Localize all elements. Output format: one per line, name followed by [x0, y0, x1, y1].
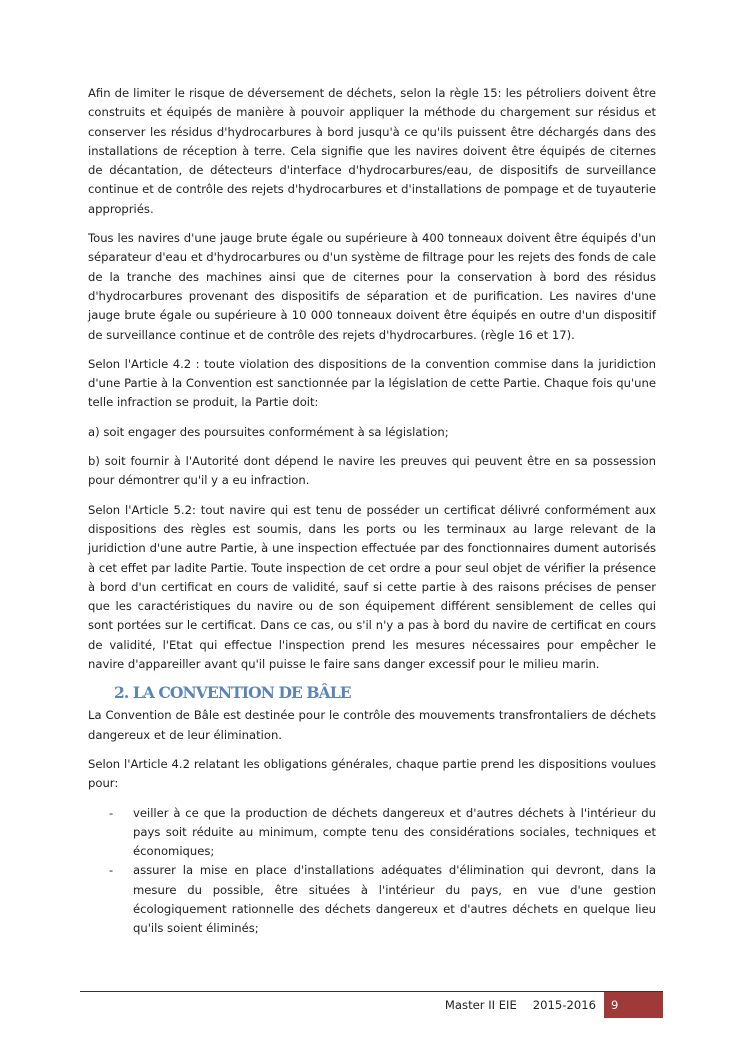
section-heading: 2. LA CONVENTION DE BÂLE	[114, 683, 351, 703]
bullet-dash: -	[109, 863, 114, 878]
footer-years: 2015-2016	[532, 998, 596, 1012]
paragraph-article-5-2: Selon l'Article 5.2: tout navire qui est tenu de posséder un certificat délivré conformément aux dispositions des règles est soumis, dans les ports ou les terminaux au large relevant de la juridiction d'une autre Partie, à une inspection effectuée par des fonctionnaires dument autorisés à cet effet par ladite Partie. Toute inspection de cet ordre a pour seul objet de vérifier la présence à bord d'un certificat en cours de validité, sauf si cette partie à des raisons précises de penser que les caractéristiques du navire ou de son équipement différent sensiblement de celles qui sont portées sur le certificat. Dans ce cas, ou s'il n'y a pas à bord du navire de certificat en cours de validité, l'Etat qui effectue l'inspection prend les mesures nécessaires pour empêcher le navire d'appareiller avant qu'il puisse le faire sans danger excessif pour le milieu marin.	[88, 502, 656, 672]
bullet-dash: -	[109, 805, 114, 820]
paragraph-basel-article-4-2: Selon l'Article 4.2 relatant les obligations générales, chaque partie prend les dispositions voulues pour:	[88, 756, 656, 791]
page-content	[88, 84, 656, 939]
obligations-list	[88, 804, 656, 939]
paragraph-rule-15: Afin de limiter le risque de déversement de déchets, selon la règle 15: les pétroliers doivent être construits et équipés de manière à pouvoir appliquer la méthode du chargement sur résidus et conserver les résidus d'hydrocarbures à bord jusqu'à ce qu'ils puissent être déchargés dans des installations de réception à terre. Cela signifie que les navires doivent être équipés de citernes de décantation, de détecteurs d'interface d'hydrocarbures/eau, de dispositifs de surveillance continue et de contrôle des rejets d'hydrocarbures et d'installations de pompage et de tuyauterie appropriés.	[88, 86, 656, 216]
paragraph-option-b: b) soit fournir à l'Autorité dont dépend le navire les preuves qui peuvent être en sa possession pour démontrer qu'il y a eu infraction.	[88, 454, 656, 488]
paragraph-rules-16-17: Tous les navires d'une jauge brute égale ou supérieure à 400 tonneaux doivent être équipés d'un séparateur d'eau et d'hydrocarbures ou d'un système de filtrage pour les rejets des fonds de cale de la tranche des machines ainsi que de citernes pour la conservation à bord des résidus d'hydrocarbures provenant des dispositifs de séparation et de purification. Les navires d'une jauge brute égale ou supérieure à 10 000 tonneaux doivent être équipés en outre d'un dispositif de surveillance continue et de contrôle des rejets d'hydrocarbures. (règle 16 et 17).	[88, 231, 656, 342]
page-number-badge: 9	[604, 992, 663, 1018]
list-item	[88, 804, 656, 862]
paragraph-option-a: a) soit engager des poursuites conformément à sa législation;	[88, 424, 449, 439]
paragraph-article-4-2: Selon l'Article 4.2 : toute violation des dispositions de la convention commise dans la juridiction d'une Partie à la Convention est sanctionnée par la législation de cette Partie. Chaque fois qu'une telle infraction se produit, la Partie doit:	[88, 356, 656, 410]
list-item-text: assurer la mise en place d'installations adéquates d'élimination qui devront, dans la mesure du possible, être situées à l'intérieur du pays, en vue d'une gestion écologiquement rationnelle des déchets dangereux et d'autres déchets en quelque lieu qu'ils soient éliminés;	[133, 863, 656, 936]
paragraph-basel-intro: La Convention de Bâle est destinée pour le contrôle des mouvements transfrontaliers de déchets dangereux et de leur élimination.	[88, 708, 656, 742]
footer-program: Master II EIE	[444, 998, 517, 1012]
footer-divider	[80, 991, 663, 992]
list-item-text: veiller à ce que la production de déchets dangereux et d'autres déchets à l'intérieur du pays soit réduite au minimum, compte tenu des considérations sociales, techniques et économiques;	[133, 805, 656, 859]
list-item	[88, 861, 656, 938]
footer-text	[445, 997, 596, 1013]
